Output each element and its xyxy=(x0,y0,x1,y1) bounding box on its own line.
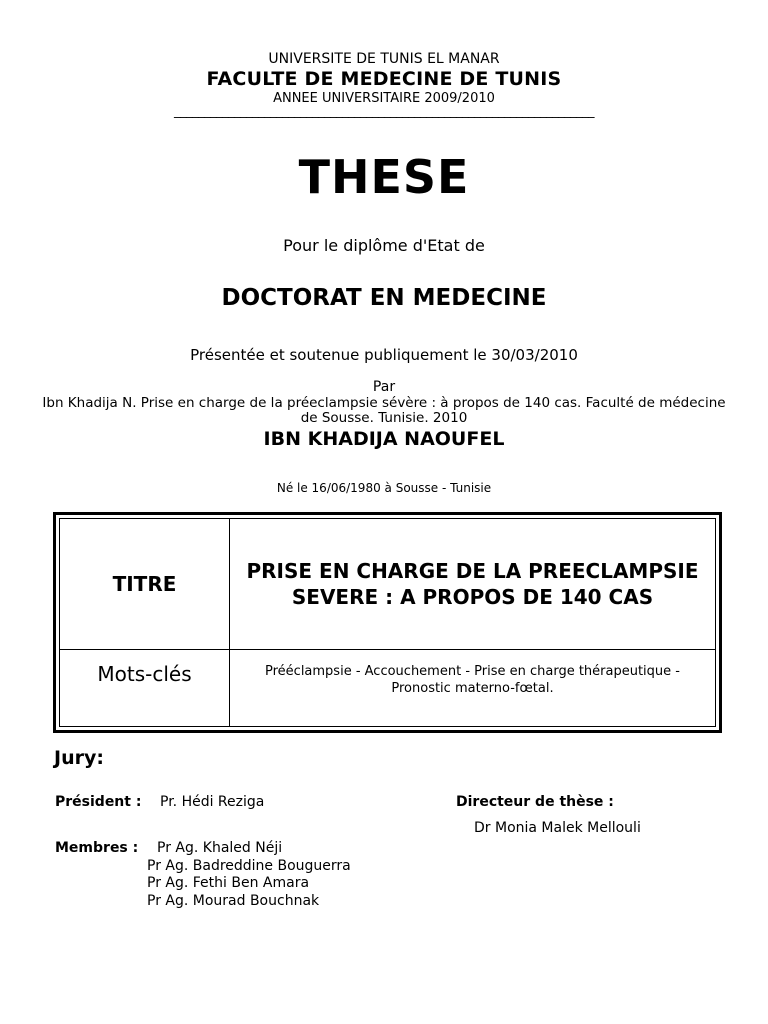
director-label: Directeur de thèse : xyxy=(456,794,614,810)
president-label: Président : xyxy=(55,794,142,810)
header-separator: ______________________________________________________________________ xyxy=(174,104,594,119)
citation: Ibn Khadija N. Prise en charge de la préeclampsie sévère : à propos de 140 cas. Faculté de médecine de Sousse. Tunisie. 2010 xyxy=(42,395,726,426)
defense-date: Présentée et soutenue publiquement le 30/03/2010 xyxy=(190,346,578,364)
titre-label: TITRE xyxy=(112,572,177,596)
president-name: Pr. Hédi Reziga xyxy=(160,794,265,810)
keywords-value: Prééclampsie - Accouchement - Prise en charge thérapeutique - Pronostic materno-fœtal. xyxy=(265,664,680,696)
titre-value: PRISE EN CHARGE DE LA PREECLAMPSIE SEVERE : A PROPOS DE 140 CAS xyxy=(246,559,699,609)
faculty-name: FACULTE DE MEDECINE DE TUNIS xyxy=(206,68,562,90)
diploma-name: DOCTORAT EN MEDECINE xyxy=(221,285,547,311)
members-list xyxy=(147,840,351,910)
university-name: UNIVERSITE DE TUNIS EL MANAR xyxy=(268,51,500,67)
member-item: Pr Ag. Fethi Ben Amara xyxy=(147,875,310,891)
thesis-info-table xyxy=(53,512,722,733)
members-label: Membres : xyxy=(55,840,139,856)
diploma-intro: Pour le diplôme d'Etat de xyxy=(283,236,485,255)
keywords-label: Mots-clés xyxy=(97,662,192,686)
author-name: IBN KHADIJA NAOUFEL xyxy=(263,428,505,450)
member-item: Pr Ag. Mourad Bouchnak xyxy=(147,892,320,909)
member-item: Pr Ag. Badreddine Bouguerra xyxy=(147,857,351,874)
academic-year: ANNEE UNIVERSITAIRE 2009/2010 xyxy=(273,91,495,106)
director-name: Dr Monia Malek Mellouli xyxy=(474,820,641,836)
thesis-info-inner-border xyxy=(59,518,716,727)
birth-info: Né le 16/06/1980 à Sousse - Tunisie xyxy=(276,481,492,495)
document-type: THESE xyxy=(298,150,470,204)
by-label: Par xyxy=(372,379,396,395)
member-item: Pr Ag. Khaled Néji xyxy=(157,840,283,856)
jury-heading: Jury: xyxy=(54,747,104,769)
